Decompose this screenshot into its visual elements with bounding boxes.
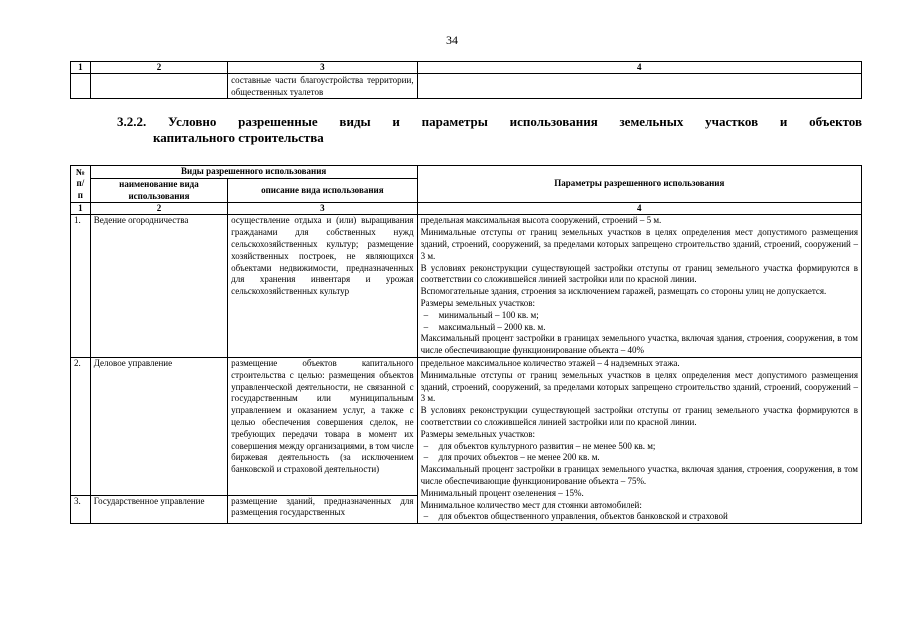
param-bullet: – для прочих объектов – не менее 200 кв. м. bbox=[421, 452, 858, 464]
column-number-row bbox=[71, 203, 862, 215]
col-number-1: 1 bbox=[71, 62, 91, 74]
param-text: предельная максимальная высота сооружений, строений – 5 м. bbox=[420, 215, 662, 226]
table-row bbox=[71, 357, 862, 495]
row-number: 3. bbox=[71, 495, 91, 523]
section-heading: 3.2.2. Условно разрешенные виды и параметры использования земельных участков и объектов bbox=[117, 114, 862, 129]
header-number: № п/п bbox=[71, 166, 91, 203]
use-description: размещение объектов капитального строительства с целью: размещения объектов управленческой деятельности, не связанной с государственным или муниципальным управлением и оказанием услуг, а также с целью обеспечения совершения сделок, не требующих передачи товара в момент их совершения между организациями, в том числе биржевая деятельность (за исключением банковской и страховой деятельности) bbox=[228, 357, 417, 495]
param-text: Размеры земельных участков: bbox=[420, 428, 536, 439]
col-number-3: 3 bbox=[228, 62, 417, 74]
col-number-1: 1 bbox=[71, 203, 91, 215]
param-text: Максимальный процент застройки в границах земельного участка, включая здания, строения, сооружения, в том числе обеспечивающие функционирование объекта – 75%. bbox=[420, 464, 858, 486]
header-use-name: наименование вида использования bbox=[90, 178, 227, 203]
col-number-4: 4 bbox=[417, 62, 861, 74]
col-number-4: 4 bbox=[417, 203, 861, 215]
use-parameters bbox=[417, 215, 861, 358]
col-number-3: 3 bbox=[228, 203, 417, 215]
param-text: Минимальное количество мест для стоянки автомобилей: bbox=[420, 499, 642, 510]
header-use-description: описание вида использования bbox=[228, 178, 417, 203]
column-number-row bbox=[71, 62, 862, 74]
param-text: Размеры земельных участков: bbox=[420, 297, 536, 308]
table-row bbox=[71, 74, 862, 99]
use-name: Деловое управление bbox=[90, 357, 227, 495]
header-parameters: Параметры разрешенного использования bbox=[417, 166, 861, 203]
col-number-2: 2 bbox=[90, 203, 227, 215]
param-text: Минимальные отступы от границ земельных участков в целях определения мест допустимого размещения зданий, строений, сооружений, за пределами которых запрещено строительство зданий, строений, сооружений – 3 м. bbox=[420, 369, 858, 404]
param-text: В условиях реконструкции существующей застройки отступы от границ земельного участка формируются в соответствии со сложившейся линией застройки или по красной линии. bbox=[420, 262, 858, 285]
top-table-fragment bbox=[70, 61, 862, 99]
param-text: предельное максимальное количество этажей – 4 надземных этажа. bbox=[420, 357, 680, 368]
param-text: Вспомогательные здания, строения за исключением гаражей, размещать со стороны улиц не допускается. bbox=[420, 286, 827, 297]
use-parameters bbox=[417, 357, 861, 523]
param-text: Максимальный процент застройки в границах земельного участка, включая здания, строения, сооружения, в том числе обеспечивающие функционирование объекта – 40% bbox=[420, 333, 858, 356]
col-number-2: 2 bbox=[90, 62, 227, 74]
section-heading-line2: капитального строительства bbox=[153, 130, 324, 145]
use-name: Ведение огородничества bbox=[90, 215, 227, 358]
use-description: осуществление отдыха и (или) выращивания гражданами для собственных нужд сельскохозяйственных культур; размещение хозяйственных построек, не являющихся объектами недвижимости, предназначенных для хранения инвентаря и урожая сельскохозяйственных культур bbox=[228, 215, 417, 358]
param-bullet: – минимальный – 100 кв. м; bbox=[421, 310, 858, 322]
header-row bbox=[71, 166, 862, 179]
use-name: Государственное управление bbox=[90, 495, 227, 523]
param-bullet: – для объектов культурного развития – не менее 500 кв. м; bbox=[421, 441, 858, 453]
row-number: 2. bbox=[71, 357, 91, 495]
permitted-use-table bbox=[70, 165, 862, 524]
param-text: Минимальные отступы от границ земельных участков в целях определения мест допустимого размещения зданий, строений, сооружений, за пределами которых запрещено строительство зданий, строений, сооружений – 3 м. bbox=[420, 227, 858, 261]
param-text: Минимальный процент озеленения – 15%. bbox=[420, 487, 584, 498]
param-text: В условиях реконструкции существующей застройки отступы от границ земельного участка формируются в соответствии со сложившейся линией застройки или по красной линии. bbox=[420, 405, 858, 427]
table-row bbox=[71, 215, 862, 358]
param-bullet: – для объектов общественного управления, объектов банковской и страховой bbox=[421, 511, 858, 523]
page-number: 34 bbox=[446, 33, 458, 47]
header-use-types: Виды разрешенного использования bbox=[90, 166, 417, 179]
row-number: 1. bbox=[71, 215, 91, 358]
description-cell: составные части благоустройства территории, общественных туалетов bbox=[228, 74, 417, 99]
param-bullet: – максимальный – 2000 кв. м. bbox=[421, 322, 858, 334]
use-description: размещение зданий, предназначенных для размещения государственных bbox=[228, 495, 417, 523]
